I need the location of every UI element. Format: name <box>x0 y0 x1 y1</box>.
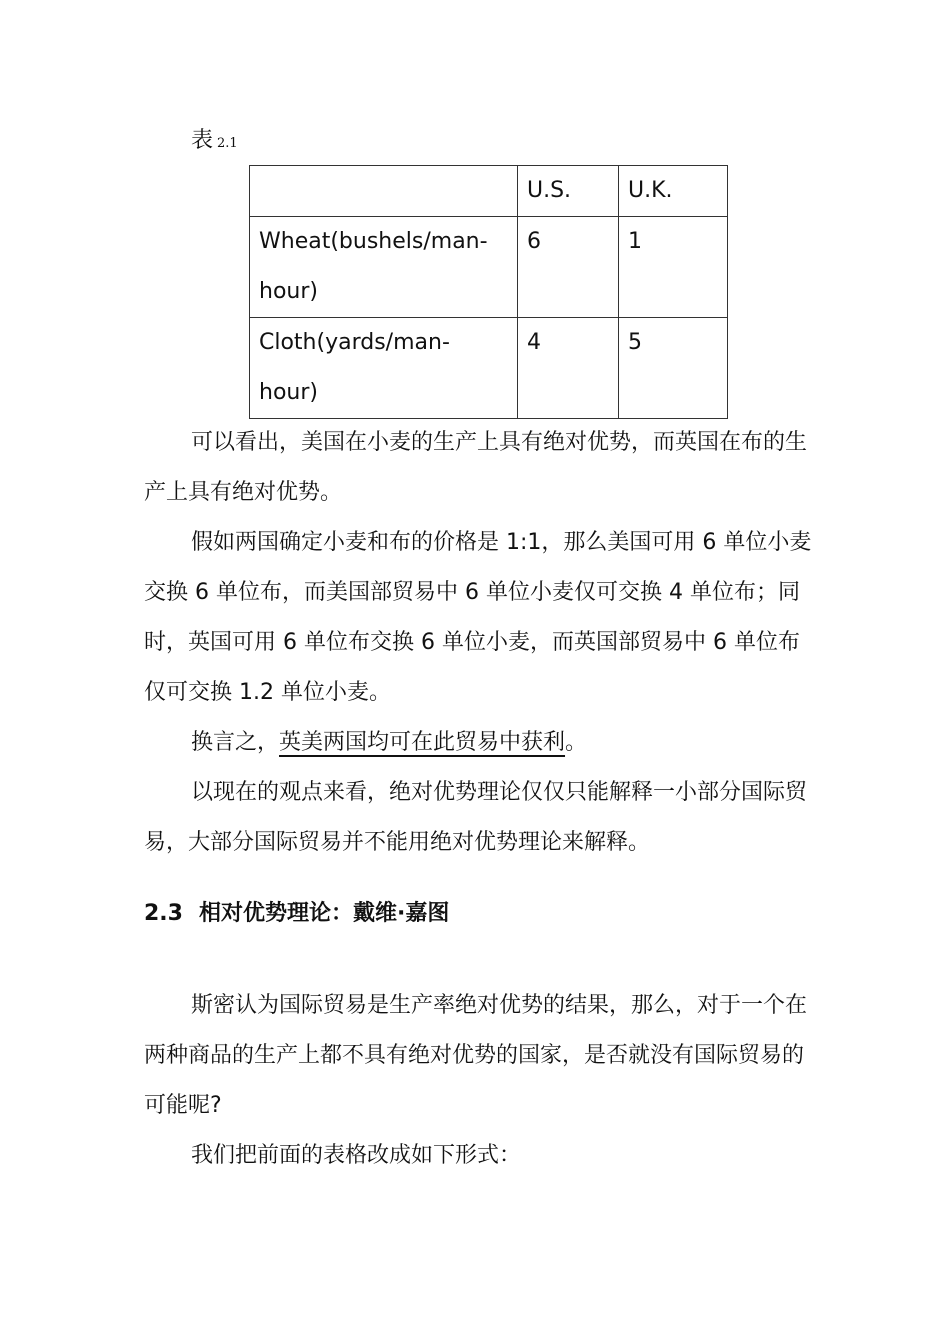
table-cell: 1 <box>619 217 728 318</box>
table-header-row <box>250 166 728 217</box>
paragraph-both-gain: 换言之，英美两国均可在此贸易中获利。 <box>191 730 588 755</box>
table-row <box>250 318 728 419</box>
table-caption <box>191 126 238 159</box>
section-title: 相对优势理论：戴维·嘉图 <box>198 901 450 926</box>
table-row-label: Cloth(yards/man-hour) <box>250 318 518 419</box>
table-cell: 4 <box>518 318 619 419</box>
table-caption-label: 表 <box>191 128 214 153</box>
table-row-label: Wheat(bushels/man-hour) <box>250 217 518 318</box>
table-cell: 5 <box>619 318 728 419</box>
table-row <box>250 217 728 318</box>
paragraph-price-example: 假如两国确定小麦和布的价格是 1:1，那么美国可用 6 单位小麦交换 6 单位布，而美国部贸易中 6 单位小麦仅可交换 4 单位布；同时，英国可用 6 单位布交换 6 单位小麦，而英国部贸易中 6 单位布仅可交换 1.2 单位小麦。 <box>144 530 812 705</box>
underlined-conclusion: 英美两国均可在此贸易中获利 <box>279 730 566 755</box>
table-caption-number: 2.1 <box>217 136 238 151</box>
paragraph-table-intro: 我们把前面的表格改成如下形式： <box>191 1143 522 1168</box>
section-heading <box>144 889 449 939</box>
paragraph-absolute-advantage: 可以看出，美国在小麦的生产上具有绝对优势，而英国在布的生产上具有绝对优势。 <box>144 430 808 505</box>
paragraph-limitation: 以现在的观点来看，绝对优势理论仅仅只能解释一小部分国际贸易，大部分国际贸易并不能用绝对优势理论来解释。 <box>144 780 808 855</box>
table-header-cell <box>250 166 518 217</box>
table-header-cell: U.K. <box>619 166 728 217</box>
paragraph-smith-question: 斯密认为国际贸易是生产率绝对优势的结果，那么，对于一个在两种商品的生产上都不具有绝对优势的国家，是否就没有国际贸易的可能呢? <box>144 993 808 1118</box>
table-header-cell: U.S. <box>518 166 619 217</box>
table-cell: 6 <box>518 217 619 318</box>
section-number: 2.3 <box>144 901 183 926</box>
productivity-table <box>249 165 728 419</box>
